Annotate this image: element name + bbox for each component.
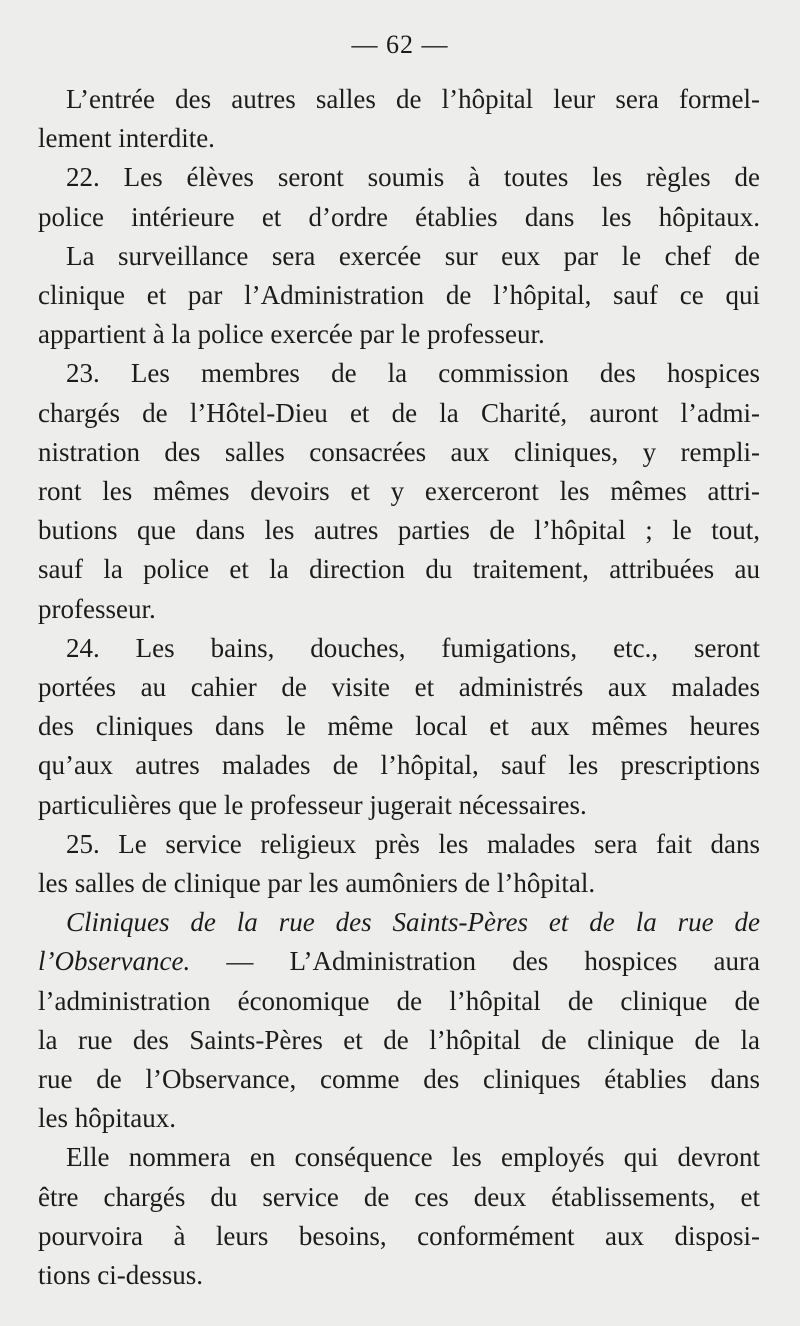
text-line: 22. Les élèves seront soumis à toutes les règles de [66, 162, 760, 193]
text-line: 24. Les bains, douches, fumigations, etc., seront [66, 632, 760, 663]
text-line: 25. Le service religieux près les malades sera fait dans [66, 828, 760, 859]
text-line: particulières que le professeur jugerait nécessaires. [38, 789, 587, 820]
text-line: L’entrée des autres salles de l’hôpital leur sera formel- [66, 84, 760, 114]
text-line: tions ci-dessus. [38, 1260, 203, 1290]
text-line [38, 942, 760, 980]
text-line: rue de l’Observance, comme des cliniques établies dans [38, 1064, 760, 1094]
text-line: Cliniques de la rue des Saints-Pères et de la rue de [66, 907, 760, 938]
text-line: La surveillance sera exercée sur eux par le chef de [66, 240, 760, 271]
text-line: professeur. [38, 593, 156, 624]
text-line: butions que dans les autres parties de l’hôpital ; le tout, [38, 515, 760, 546]
text-line: ront les mêmes devoirs et y exerceront les mêmes attri- [38, 476, 760, 506]
text-line: portées au cahier de visite et administrés aux malades [38, 672, 760, 702]
italic-heading-end: l’Observance. [38, 946, 191, 977]
text-line: la rue des Saints-Pères et de l’hôpital de clinique de la [38, 1024, 760, 1055]
text-line: police intérieure et d’ordre établies dans les hôpitaux. [38, 201, 760, 232]
text-line: pourvoira à leurs besoins, conformément aux disposi- [38, 1220, 760, 1251]
line-text: — L’Administration des hospices aura [190, 946, 760, 977]
text-line: sauf la police et la direction du traitement, attribuées au [38, 554, 760, 585]
text-line: nistration des salles consacrées aux cliniques, y rempli- [38, 436, 760, 467]
page-number: — 62 — [351, 30, 449, 59]
text-line: clinique et par l’Administration de l’hôpital, sauf ce qui [38, 280, 760, 310]
text-line: l’administration économique de l’hôpital de clinique de [38, 985, 760, 1016]
text-line: les salles de clinique par les aumôniers de l’hôpital. [38, 868, 596, 898]
text-line: Elle nommera en conséquence les employés qui devront [66, 1142, 760, 1173]
text-line: les hôpitaux. [38, 1103, 176, 1134]
text-line: qu’aux autres malades de l’hôpital, sauf les prescriptions [38, 750, 760, 781]
text-line: 23. Les membres de la commission des hospices [66, 358, 760, 389]
text-line: des cliniques dans le même local et aux mêmes heures [38, 711, 760, 742]
text-line: lement interdite. [38, 123, 215, 154]
text-line: être chargés du service de ces deux établissements, et [38, 1181, 760, 1212]
text-line: appartient à la police exercée par le professeur. [38, 319, 545, 350]
text-line: chargés de l’Hôtel-Dieu et de la Charité, auront l’admi- [38, 397, 760, 428]
